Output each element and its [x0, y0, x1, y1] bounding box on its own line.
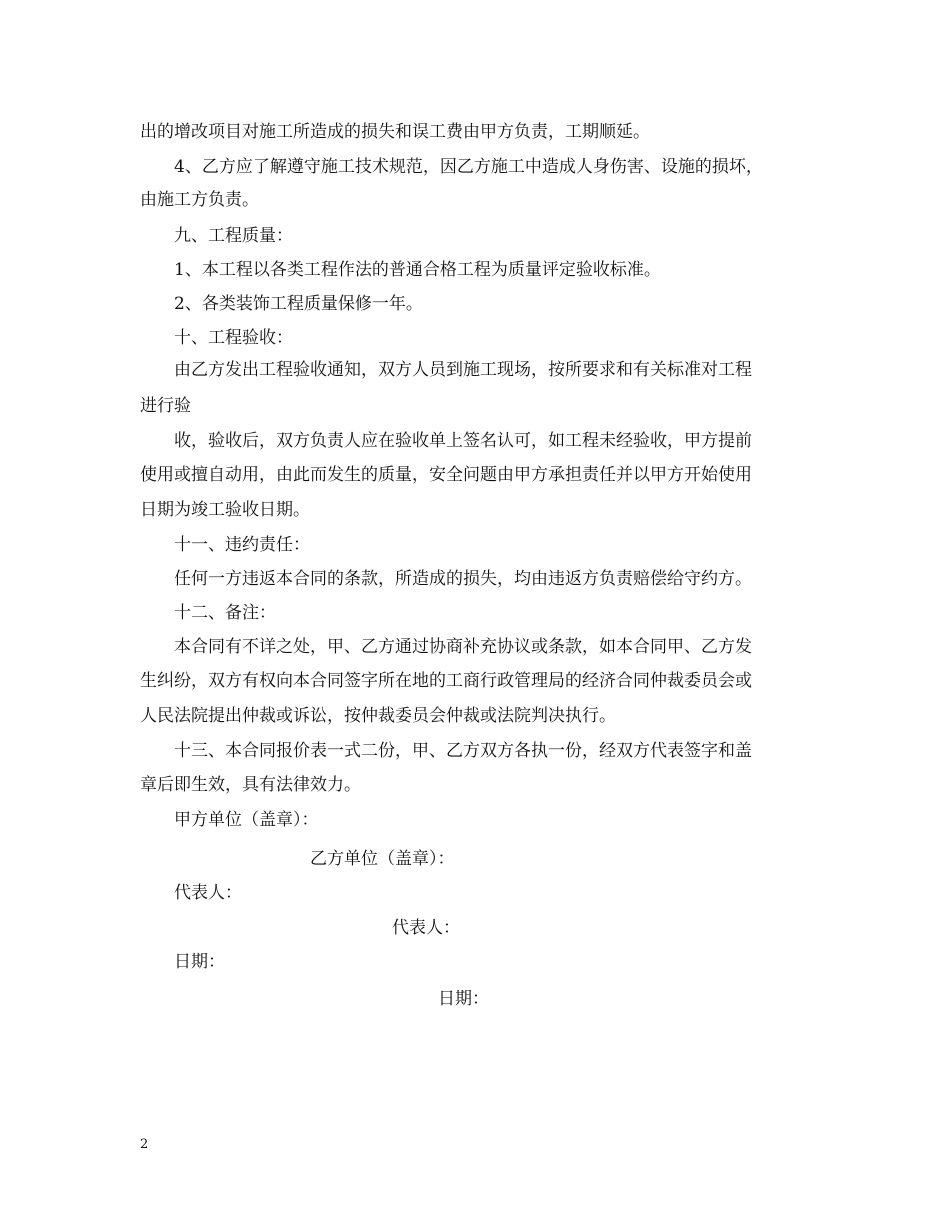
section-heading: 十一、违约责任：	[174, 535, 310, 555]
party-a-date-label: 日期：	[174, 952, 225, 972]
paragraph-line: 生纠纷，双方有权向本合同签字所在地的工商行政管理局的经济合同仲裁委员会或	[140, 671, 752, 691]
paragraph-line: 使用或擅自动用，由此而发生的质量，安全问题由甲方承担责任并以甲方开始使用	[140, 465, 752, 485]
party-a-representative-label: 代表人：	[174, 883, 242, 903]
paragraph-line: 由施工方负责。	[140, 190, 259, 210]
section-heading: 九、工程质量：	[174, 226, 293, 246]
paragraph-line: 十三、本合同报价表一式二份，甲、乙方双方各执一份，经双方代表签字和盖	[174, 741, 752, 761]
party-b-date-label: 日期：	[438, 989, 489, 1009]
paragraph-line: 本合同有不详之处，甲、乙方通过协商补充协议或条款，如本合同甲、乙方发	[174, 637, 752, 657]
paragraph-line: 任何一方违返本合同的条款，所造成的损失，均由违返方负责赔偿给守约方。	[174, 569, 752, 589]
party-b-representative-label: 代表人：	[392, 918, 460, 938]
paragraph-line: 收，验收后，双方负责人应在验收单上签名认可，如工程未经验收，甲方提前	[174, 431, 752, 451]
page-number: 2	[140, 1137, 149, 1152]
paragraph-line: 4、乙方应了解遵守施工技术规范，因乙方施工中造成人身伤害、设施的损坏，	[174, 157, 763, 177]
section-heading: 十、工程验收：	[174, 328, 293, 348]
paragraph-line: 1、本工程以各类工程作法的普通合格工程为质量评定验收标准。	[174, 260, 661, 280]
party-b-unit-label: 乙方单位（盖章）：	[310, 849, 455, 869]
paragraph-line: 日期为竣工验收日期。	[140, 500, 310, 520]
paragraph-line: 出的增改项目对施工所造成的损失和误工费由甲方负责，工期顺延。	[140, 122, 650, 142]
paragraph-line: 人民法院提出仲裁或诉讼，按仲裁委员会仲裁或法院判决执行。	[140, 706, 616, 726]
paragraph-line: 2、各类装饰工程质量保修一年。	[174, 294, 423, 314]
paragraph-line: 进行验	[140, 396, 191, 416]
paragraph-line: 由乙方发出工程验收通知，双方人员到施工现场，按所要求和有关标准对工程	[174, 360, 752, 380]
party-a-unit-label: 甲方单位（盖章）：	[174, 810, 319, 830]
paragraph-line: 章后即生效，具有法律效力。	[140, 775, 361, 795]
section-heading: 十二、备注：	[174, 603, 276, 623]
